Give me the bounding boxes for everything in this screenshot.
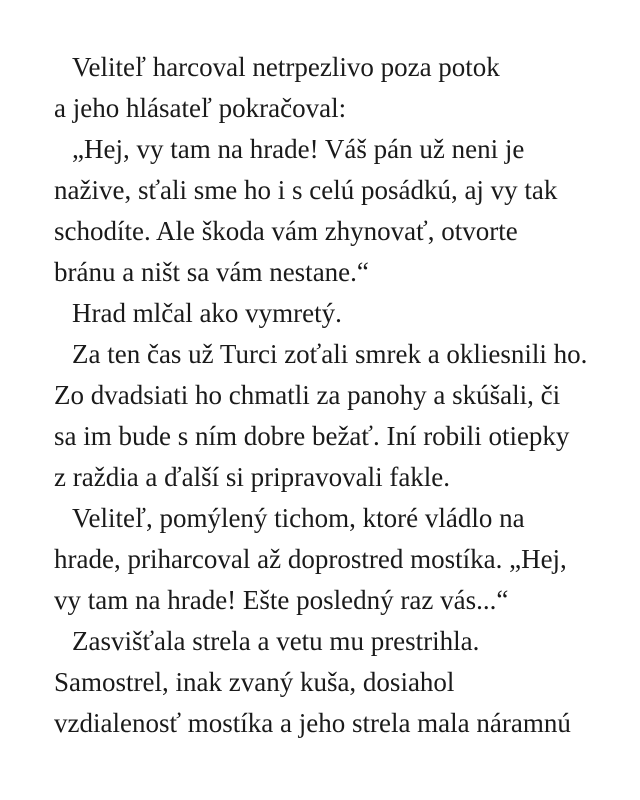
- text-line: bránu a ništ sa vám nestane.“: [54, 257, 369, 287]
- text-line: vy tam na hrade! Ešte posledný raz vás...“: [54, 585, 509, 615]
- text-line: hrade, priharcoval až doprostred mostíka. „Hej,: [54, 544, 567, 574]
- text-line: vzdialenosť mostíka a jeho strela mala náramnú: [54, 708, 571, 738]
- text-line: nažive, sťali sme ho i s celú posádkú, aj vy tak: [54, 175, 558, 205]
- text-line: „Hej, vy tam na hrade! Váš pán už neni je: [72, 134, 525, 164]
- text-line: Samostrel, inak zvaný kuša, dosiahol: [54, 667, 455, 697]
- text-line: Zasvišťala strela a vetu mu prestrihla.: [72, 626, 480, 656]
- text-line: Veliteľ harcoval netrpezlivo poza potok: [72, 52, 500, 82]
- text-line: Veliteľ, pomýlený tichom, ktoré vládlo na: [72, 503, 525, 533]
- text-line: schodíte. Ale škoda vám zhynovať, otvorte: [54, 216, 518, 246]
- text-line: z raždia a ďalší si pripravovali fakle.: [54, 462, 451, 492]
- text-line: Za ten čas už Turci zoťali smrek a okliesnili ho.: [72, 339, 588, 369]
- text-line: sa im bude s ním dobre bežať. Iní robili otiepky: [54, 421, 570, 451]
- text-line: Hrad mlčal ako vymretý.: [72, 298, 342, 328]
- text-line: Zo dvadsiati ho chmatli za panohy a skúšali, či: [54, 380, 561, 410]
- text-line: a jeho hlásateľ pokračoval:: [54, 93, 347, 123]
